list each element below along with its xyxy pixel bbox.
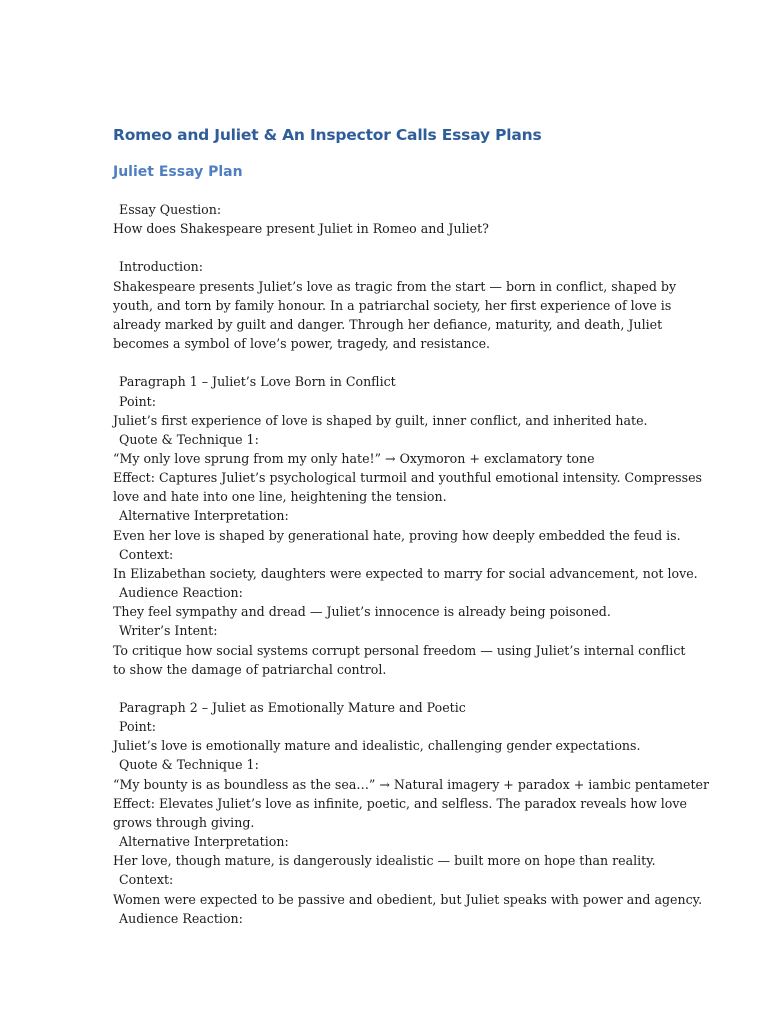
text-line: to show the damage of patriarchal control. bbox=[113, 661, 387, 677]
text-line: youth, and torn by family honour. In a patriarchal society, her first experience of love is bbox=[113, 297, 672, 313]
section-label: Introduction: bbox=[119, 259, 203, 275]
document-content bbox=[113, 123, 710, 928]
blank-line bbox=[113, 353, 673, 372]
document-title: Romeo and Juliet & An Inspector Calls Essay Plans bbox=[113, 126, 542, 144]
text-line: How does Shakespeare present Juliet in Romeo and Juliet? bbox=[113, 221, 489, 237]
section-label: Audience Reaction: bbox=[119, 910, 243, 926]
section-label: Context: bbox=[119, 546, 174, 562]
text-line: Juliet’s love is emotionally mature and idealistic, challenging gender expectations. bbox=[113, 738, 641, 754]
text-line: To critique how social systems corrupt personal freedom — using Juliet’s internal conflict bbox=[113, 642, 686, 658]
text-line: Effect: Elevates Juliet’s love as infinite, poetic, and selfless. The paradox reveals how love bbox=[113, 795, 687, 811]
section-label: Paragraph 1 – Juliet’s Love Born in Conflict bbox=[119, 374, 396, 390]
text-line: love and hate into one line, heightening the tension. bbox=[113, 489, 447, 505]
text-line: Women were expected to be passive and obedient, but Juliet speaks with power and agency. bbox=[113, 891, 703, 907]
blank-line bbox=[113, 238, 673, 257]
text-line: “My bounty is as boundless as the sea…” → Natural imagery + paradox + iambic pentameter bbox=[113, 776, 710, 792]
section-label: Alternative Interpretation: bbox=[119, 508, 289, 524]
section-label: Quote & Technique 1: bbox=[119, 431, 259, 447]
section-label: Writer’s Intent: bbox=[119, 623, 218, 639]
text-line: Juliet’s first experience of love is shaped by guilt, inner conflict, and inherited hate. bbox=[113, 412, 648, 428]
blank-line bbox=[113, 679, 673, 698]
text-line: Effect: Captures Juliet’s psychological turmoil and youthful emotional intensity. Compresses bbox=[113, 470, 702, 486]
text-line: grows through giving. bbox=[113, 814, 255, 830]
text-line: Even her love is shaped by generational hate, proving how deeply embedded the feud is. bbox=[113, 527, 681, 543]
text-line: In Elizabethan society, daughters were expected to marry for social advancement, not love. bbox=[113, 565, 698, 581]
document-body bbox=[113, 200, 710, 928]
section-label: Audience Reaction: bbox=[119, 585, 243, 601]
text-line: already marked by guilt and danger. Through her defiance, maturity, and death, Juliet bbox=[113, 316, 663, 332]
text-line: “My only love sprung from my only hate!” → Oxymoron + exclamatory tone bbox=[113, 451, 595, 466]
section-label: Quote & Technique 1: bbox=[119, 757, 259, 773]
text-line: Shakespeare presents Juliet’s love as tragic from the start — born in conflict, shaped by bbox=[113, 278, 677, 294]
section-heading: Juliet Essay Plan bbox=[113, 164, 243, 180]
section-label: Point: bbox=[119, 719, 156, 735]
section-label: Essay Question: bbox=[119, 202, 222, 217]
section-label: Context: bbox=[119, 872, 174, 888]
text-line: becomes a symbol of love’s power, tragedy, and resistance. bbox=[113, 336, 491, 352]
section-label: Paragraph 2 – Juliet as Emotionally Mature and Poetic bbox=[119, 700, 466, 716]
text-line: Her love, though mature, is dangerously idealistic — built more on hope than reality. bbox=[113, 853, 656, 869]
section-label: Alternative Interpretation: bbox=[119, 834, 289, 850]
section-label: Point: bbox=[119, 393, 156, 409]
text-line: They feel sympathy and dread — Juliet’s innocence is already being poisoned. bbox=[113, 604, 611, 620]
